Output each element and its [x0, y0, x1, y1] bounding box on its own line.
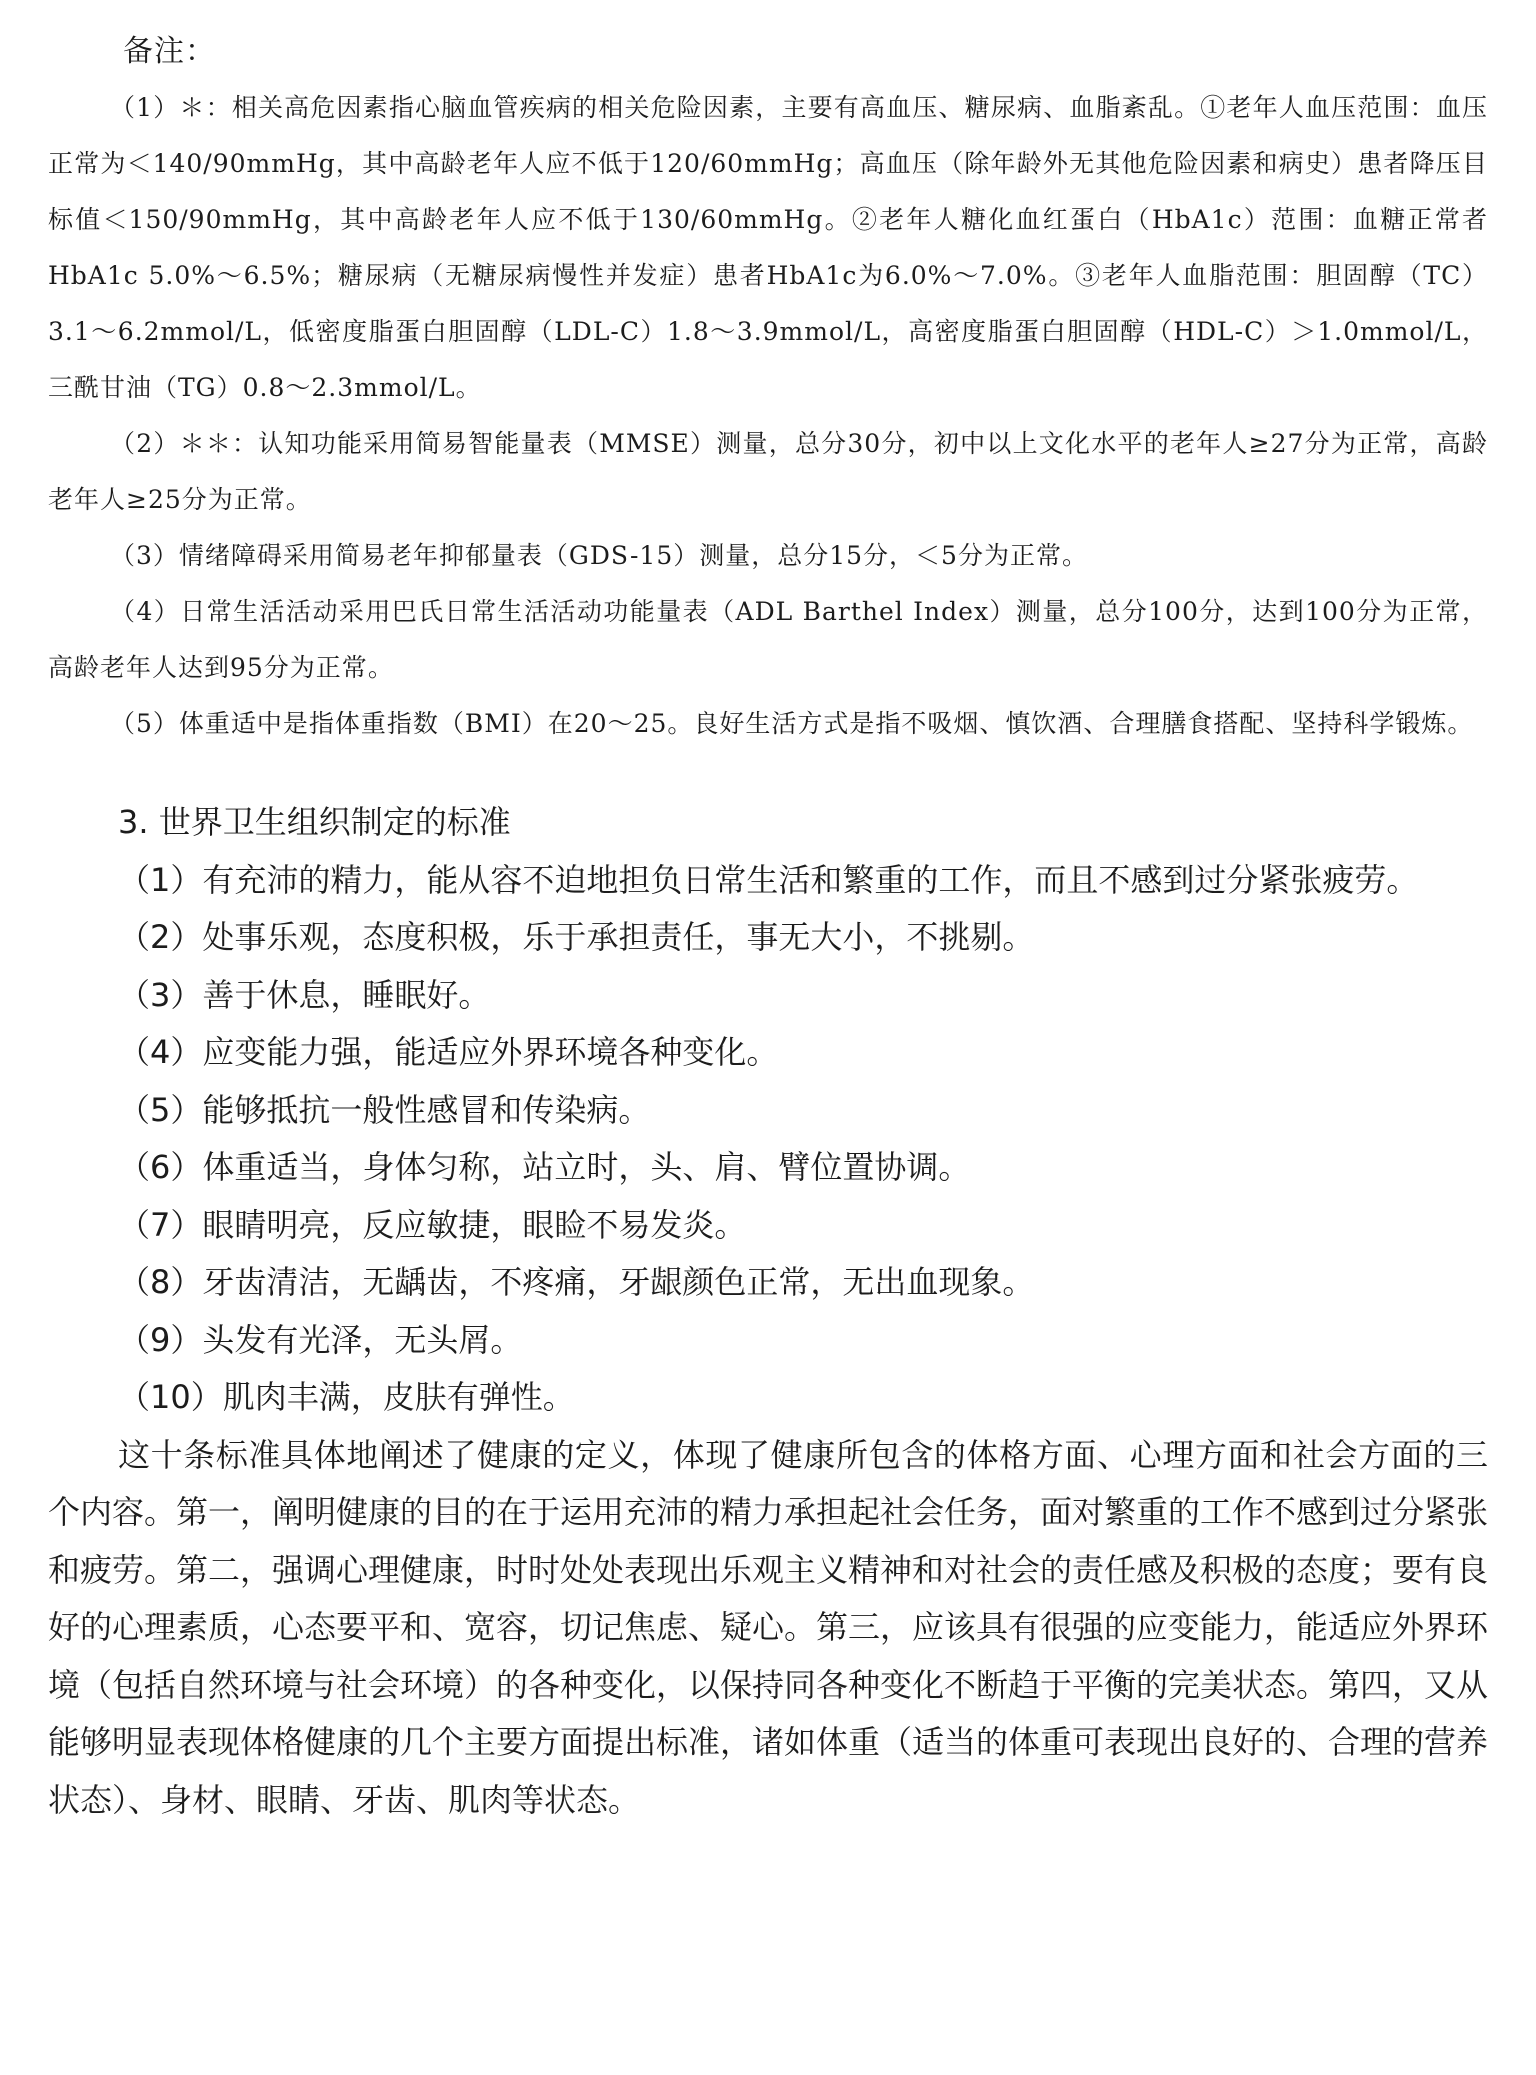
standard-item-2: （2）处事乐观，态度积极，乐于承担责任，事无大小，不挑剔。: [118, 918, 1035, 956]
standard-item-6: （6）体重适当，身体匀称，站立时，头、肩、臂位置协调。: [118, 1148, 971, 1186]
standard-item-9: （9）头发有光泽，无头屑。: [118, 1320, 523, 1359]
standard-item-1: （1）有充沛的精力，能从容不迫地担负日常生活和繁重的工作，而且不感到过分紧张疲劳。: [118, 860, 1419, 899]
standard-item-4: （4）应变能力强，能适应外界环境各种变化。: [118, 1033, 779, 1071]
note-item-5: （5）体重适中是指体重指数（BMI）在20～25。良好生活方式是指不吸烟、慎饮酒、合理膳食搭配、坚持科学锻炼。: [110, 709, 1474, 738]
standard-item-3: （3）善于休息，睡眠好。: [118, 975, 491, 1014]
standard-item-8: （8）牙齿清洁，无龋齿，不疼痛，牙龈颜色正常，无出血现象。: [118, 1263, 1035, 1301]
notes-block: [48, 30, 1488, 752]
who-standards-section: [48, 794, 1488, 1829]
note-item-2: （2）＊＊：认知功能采用简易智能量表（MMSE）测量，总分30分，初中以上文化水平的老年人≥27分为正常，高龄老年人≥25分为正常。: [48, 429, 1488, 514]
note-item-3: （3）情绪障碍采用简易老年抑郁量表（GDS-15）测量，总分15分，＜5分为正常。: [110, 541, 1088, 570]
document-page: [48, 30, 1488, 1829]
section-heading: 3. 世界卫生组织制定的标准: [118, 803, 511, 841]
summary-paragraph: 这十条标准具体地阐述了健康的定义，体现了健康所包含的体格方面、心理方面和社会方面的三个内容。第一，阐明健康的目的在于运用充沛的精力承担起社会任务，面对繁重的工作不感到过分紧张和疲劳。第二，强调心理健康，时时处处表现出乐观主义精神和对社会的责任感及积极的态度；要有良好的心理素质，心态要平和、宽容，切记焦虑、疑心。第三，应该具有很强的应变能力，能适应外界环境（包括自然环境与社会环境）的各种变化，以保持同各种变化不断趋于平衡的完美状态。第四，又从能够明显表现体格健康的几个主要方面提出标准，诸如体重（适当的体重可表现出良好的、合理的营养状态）、身材、眼睛、牙齿、肌肉等状态。: [48, 1435, 1489, 1819]
note-item-1: （1）＊：相关高危因素指心脑血管疾病的相关危险因素，主要有高血压、糖尿病、血脂紊乱。①老年人血压范围：血压正常为＜140/90mmHg，其中高龄老年人应不低于120/60mmHg；高血压（除年龄外无其他危险因素和病史）患者降压目标值＜150/90mmHg，其中高龄老年人应不低于130/60mmHg。②老年人糖化血红蛋白（HbA1c）范围：血糖正常者HbA1c 5.0%～6.5%；糖尿病（无糖尿病慢性并发症）患者HbA1c为6.0%～7.0%。③老年人血脂范围：胆固醇（TC）3.1～6.2mmol/L，低密度脂蛋白胆固醇（LDL-C）1.8～3.9mmol/L，高密度脂蛋白胆固醇（HDL-C）＞1.0mmol/L，三酰甘油（TG）0.8～2.3mmol/L。: [48, 93, 1488, 402]
standard-item-5: （5）能够抵抗一般性感冒和传染病。: [118, 1090, 651, 1129]
note-item-4: （4）日常生活活动采用巴氏日常生活活动功能量表（ADL Barthel Index）测量，总分100分，达到100分为正常，高龄老年人达到95分为正常。: [48, 597, 1488, 682]
standard-item-10: （10）肌肉丰满，皮肤有弹性。: [118, 1378, 575, 1416]
standard-item-7: （7）眼睛明亮，反应敏捷，眼睑不易发炎。: [118, 1205, 747, 1244]
notes-title: 备注：: [123, 34, 216, 69]
